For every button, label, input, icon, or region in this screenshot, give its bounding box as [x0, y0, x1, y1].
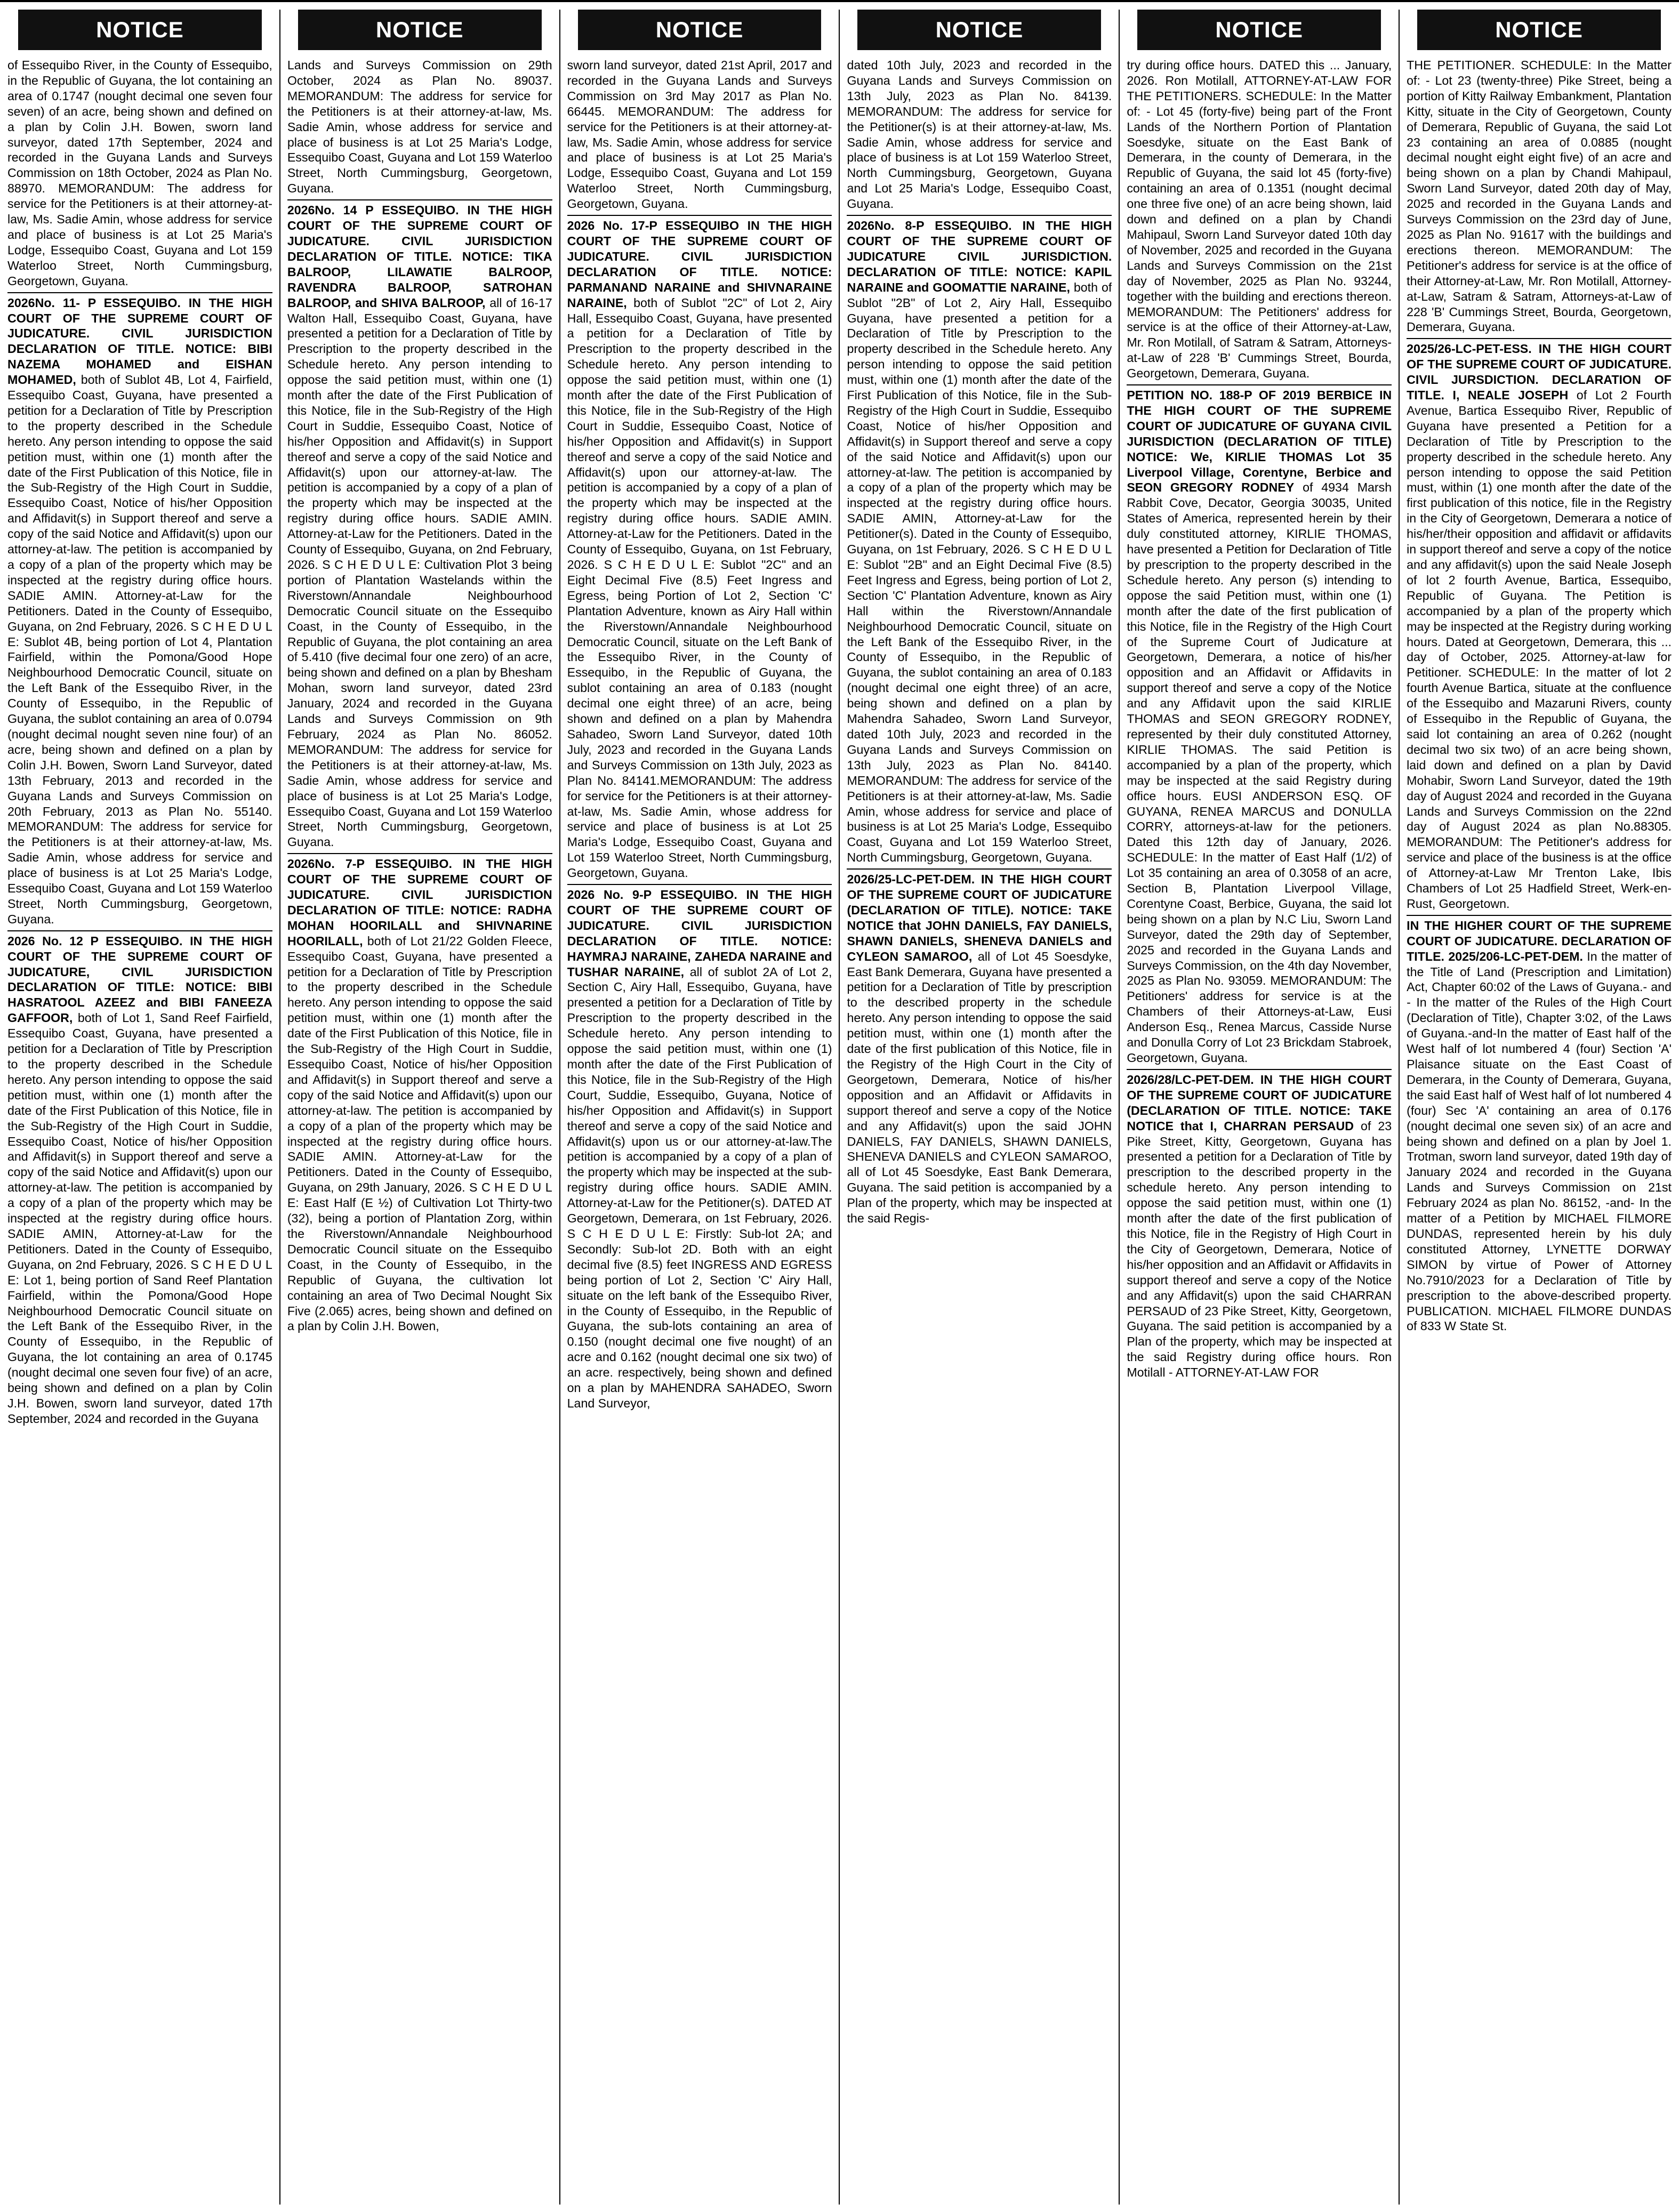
column-4 [847, 10, 1112, 2205]
column-body [1407, 55, 1672, 2205]
notice-lead: 2025/26-LC-PET-ESS. IN THE HIGH COURT OF THE SUPREME COURT OF JUDICATURE. CIVIL JURSDICTION. DECLARATION OF TITLE. I, NEALE JOSEPH [1407, 342, 1672, 403]
column-3 [567, 10, 832, 2205]
notice-lead: 2026No. 7-P ESSEQUIBO. IN THE HIGH COURT OF THE SUPREME COURT OF JUDICATURE. CIVIL JURISDICTION DECLARATION OF TITLE: NOTICE: RADHA MOHAN HOORILALL and SHIVNARINE HOORILALL, [287, 857, 552, 948]
column-header: NOTICE [857, 10, 1101, 50]
notice-text: THE PETITIONER. SCHEDULE: In the Matter of: - Lot 23 (twenty-three) Pike Street, being a portion of Kitty Railway Embankment, Plantation Kitty, situate in the City of Georgetown, County of Demerara, Republic of Guyana, the said Lot 23 containing an area of 0.0885 (nought decimal nought eight eight five) of an acre and being shown on a plan by Chandi Mahipaul, Sworn Land Surveyor, dated 20th day of May, 2025 and recorded in the Guyana Lands and Surveys Commission on the 23rd day of June, 2025 as Plan No. 91617 with the buildings and erections thereon. MEMORANDUM: The Petitioner's address for service is at the office of their Attorney-at-Law, Mr. Ron Motilall, Attorney-at-Law, Satram & Satram, Attorneys-at-Law of 228 'B' Cummings Street, Bourda, Georgetown, Demerara, Guyana. [1407, 58, 1672, 334]
column-1 [7, 10, 272, 2205]
notice-entry [567, 55, 832, 215]
notice-text: of Lot 2 Fourth Avenue, Bartica Essequibo River, Republic of Guyana have presented a Petition for a Declaration of Title by Prescription to the property described in the schedule hereto. Any person intending to oppose the said Petition must, within (1) one month after the date of the first publication of this notice, file in the Registry in the City of Georgetown, Demerara a notice of his/her/their opposition and affidavit or affidavits in support thereof and serve a copy of the notice and any affidavit(s) upon the said Neale Joseph of lot 2 fourth Avenue, Bartica, Essequibo, Republic of Guyana. The Petition is accompanied by a plan of the property which may be inspected at the Registry during working hours. Dated at Georgetown, Demerara, this ... day of October, 2025. Attorney-at-law for Petitioner. SCHEDULE: In the matter of lot 2 fourth Avenue Bartica, situate at the confluence of the Essequibo and Mazaruni Rivers, county of Essequibo in the Republic of Guyana, the said lot containing an area of 0.262 (nought decimal two six two) of an acre being shown, laid down and defined on a plan by David Mohabir, Sworn Land Surveyor, dated the 19th day of August 2024 and recorded in the Guyana Lands and Surveys Commission on the 22nd day of August 2024 as plan No.88305. MEMORANDUM: The Petitioner's address for service and place of the business is at the office of Attorney-at-Law Mr Trenton Lake, Ibis Chambers of Lot 25 Hadfield Street, Werk-en-Rust, Georgetown. [1407, 388, 1672, 911]
notice-text: Lands and Surveys Commission on 29th October, 2024 as Plan No. 89037. MEMORANDUM: The address for service for the Petitioners is at their attorney-at-law, Ms. Sadie Amin, whose address for service and place of business is at Lot 25 Maria's Lodge, Essequibo Coast, Guyana and Lot 159 Waterloo Street, North Cummingsburg, Georgetown, Guyana. [287, 58, 552, 196]
notice-columns [7, 10, 1672, 2205]
column-5 [1127, 10, 1392, 2205]
column-header: NOTICE [1137, 10, 1381, 50]
column-header: NOTICE [1417, 10, 1661, 50]
notice-text: all of 16-17 Walton Hall, Essequibo Coast, Guyana, have presented a petition for a Declaration of Title by Prescription to the property described in the Schedule hereto. Any person intending to oppose the said petition must, within one (1) month after the date of the First Publication of this Notice, file in the Sub-Registry of the High Court in Suddie, Essequibo Coast, Notice of his/her Opposition and Affidavit(s) in Support thereof and serve a copy of the said Notice and Affidavit(s) upon our attorney-at-law. The petition is accompanied by a copy of a plan of the property which may be inspected at the registry during office hours. SADIE AMIN. Attorney-at-Law for the Petitioners. Dated in the County of Essequibo, Guyana, on 2nd February, 2026. S C H E D U L E: Cultivation Plot 3 being portion of Plantation Wastelands within the Riverstown/Annandale Neighbourhood Democratic Council situate on the Essequibo Coast, in the County of Essequibo, in the Republic of Guyana, the plot containing an area of 5.410 (five decimal four one zero) of an acre, being shown and defined on a plan by Bhesham Mohan, sworn land surveyor, dated 23rd January, 2024 and recorded in the Guyana Lands and Surveys Commission on 9th February, 2024 as Plan No. 86052. MEMORANDUM: The address for service for the Petitioners is at their attorney-at-law, Ms. Sadie Amin, whose address for service and place of business is at Lot 25 Maria's Lodge, Essequibo Coast, Guyana and Lot 159 Waterloo Street, North Cummingsburg, Georgetown, Guyana. [287, 295, 552, 849]
notice-entry [7, 930, 272, 1430]
notice-lead: 2026/28/LC-PET-DEM. IN THE HIGH COURT OF THE SUPREME COURT OF JUDICATURE (DECLARATION OF TITLE. NOTICE: TAKE NOTICE that I, CHARRAN PERSAUD [1127, 1072, 1392, 1133]
notice-entry [287, 199, 552, 853]
notice-entry [1407, 55, 1672, 338]
notice-text: all of sublot 2A of Lot 2, Section C, Airy Hall, Essequibo, Guyana, have presented a petition for a Declaration of Title by Prescription to the property described in the Schedule hereto. Any person intending to oppose the said petition must, within one (1) month after the date of the First Publication of this Notice, file in the Sub-Registry of the High Court, Suddie, Essequibo, Guyana, Notice of his/her Opposition and Affidavit(s) in Support thereof and serve a copy of the said Notice and Affidavit(s) upon us or our attorney-at-law.The petition is accompanied by a copy of a plan of the property which may be inspected at the sub-registry during office hours. SADIE AMIN. Attorney-at-Law for the Petitioner(s). DATED AT Georgetown, Demerara, on 1st February, 2026. S C H E D U L E: Firstly: Sub-lot 2A; and Secondly: Sub-lot 2D. Both with an eight decimal five (8.5) feet INGRESS AND EGRESS being portion of Lot 2, Section 'C' Airy Hall, situate on the left bank of the Essequibo River, in the County of Essequibo, in the Republic of Guyana, the sub-lots containing an area of 0.150 (nought decimal one five nought) of an acre and 0.162 (nought decimal one six two) of an acre. respectively, being shown and defined on a plan by MAHENDRA SAHADEO, Sworn Land Surveyor, [567, 964, 832, 1410]
notice-text: dated 10th July, 2023 and recorded in the Guyana Lands and Surveys Commission on 13th July, 2023 as Plan No. 84139. MEMORANDUM: The address for service for the Petitioner(s) is at their attorney-at-law, Ms. Sadie Amin, whose address for service and place of business is at Lot 159 Waterloo Street, North Cummingsburg, Georgetown, Guyana and Lot 25 Maria's Lodge, Essequibo Coast, Guyana. [847, 58, 1112, 211]
notice-entry [1127, 384, 1392, 1069]
notice-entry [287, 55, 552, 199]
notice-entry [847, 868, 1112, 1229]
column-body [1127, 55, 1392, 2205]
notice-text: sworn land surveyor, dated 21st April, 2017 and recorded in the Guyana Lands and Surveys Commission on 3rd May 2017 as Plan No. 66445. MEMORANDUM: The address for service for the Petitioners is at their attorney-at-law, Ms. Sadie Amin, whose address for service and place of business is at Lot 25 Maria's Lodge, Essequibo Coast, Guyana and Lot 159 Waterloo Street, North Cummingsburg, Georgetown, Guyana. [567, 58, 832, 211]
notice-lead: 2026 No. 9-P ESSEQUIBO. IN THE HIGH COURT OF THE SUPREME COURT OF JUDICATURE. CIVIL JURISDICTION DECLARATION OF TITLE. NOTICE: HAYMRAJ NARAINE, ZAHEDA NARAINE and TUSHAR NARAINE, [567, 888, 832, 979]
notice-entry [847, 55, 1112, 215]
notice-lead: 2026No. 14 P ESSEQUIBO. IN THE HIGH COURT OF THE SUPREME COURT OF JUDICATURE. CIVIL JURISDICTION DECLARATION OF TITLE. NOTICE: TIKA BALROOP, LILAWATIE BALROOP, RAVENDRA BALROOP, SATROHAN BALROOP, and SHIVA BALROOP, [287, 203, 552, 310]
notice-text: both of Sublot "2B" of Lot 2, Airy Hall, Essequibo Guyana, have presented a petition for a Declaration of Title by Prescription to the property described in the Schedule hereto. Any person intending to oppose the said petition must, within one (1) month after the date of the First Publication of this Notice, file in the Sub-Registry of the High Court in Suddie, Essequibo Coast, Notice of his/her Opposition and Affidavit(s) in Support thereof and serve a copy of the said Notice and Affidavit(s) upon our attorney-at-law. The petition is accompanied by a copy of a plan of the property which may be inspected at the registry during office hours. SADIE AMIN, Attorney-at-Law for the Petitioner(s). Dated in the County of Essequibo, Guyana, on 1st February, 2026. S C H E D U L E: Sublot "2B" and an Eight Decimal Five (8.5) Feet Ingress and Egress, being portion of Lot 2, Section 'C' Plantation Adventure, known as Airy Hall within the Riverstown/Annandale Neighbourhood Democratic Council, situate on the Left Bank of the Essequibo River, in the County of Essequibo, in the Republic of Guyana, the sublot containing an area of 0.183 (nought decimal one eight three) of an acre, being shown and defined on a plan by Mahendra Sahadeo, Sworn Land Surveyor, dated 10th July, 2023 and recorded in the Guyana Lands and Surveys Commission on 13th July, 2023 as Plan No. 84140. MEMORANDUM: The address for service of the Petitioners is at their attorney-at-law, Ms. Sadie Amin, whose address for service and place of business is at Lot 25 Maria's Lodge, Essequibo Coast, Guyana and Lot 159 Waterloo Street, North Cummingsburg, Georgetown, Guyana. [847, 280, 1112, 865]
notice-lead: IN THE HIGHER COURT OF THE SUPREME COURT OF JUDICATURE. DECLARATION OF TITLE. 2025/206-LC-PET-DEM. [1407, 918, 1672, 963]
notice-entry [7, 55, 272, 292]
column-header: NOTICE [18, 10, 262, 50]
notice-entry [567, 884, 832, 1414]
notice-entry [1127, 1069, 1392, 1383]
notice-lead: PETITION NO. 188-P OF 2019 BERBICE IN THE HIGH COURT OF THE SUPREME COURT OF JUDICATURE OF GUYANA CIVIL JURISDICTION (DECLARATION OF TITLE) NOTICE: We, KIRLIE THOMAS Lot 35 Liverpool Village, Corentyne, Berbice and SEON GREGORY RODNEY [1127, 388, 1392, 495]
notice-text: both of Lot 1, Sand Reef Fairfield, Essequibo Coast, Guyana, have presented a petition for a Declaration of Title by Prescription to the property described in the Schedule hereto. Any person intending to oppose the said petition must, within one (1) month after the date of the First Publication of this Notice, file in the Sub-Registry of the High Court in Suddie, Essequibo Coast, Notice of his/her Opposition and Affidavit(s) in Support thereof and serve a copy of the said Notice and Affidavit(s) upon our attorney-at-law. The petition is accompanied by a copy of a plan of the property which may be inspected at the registry during office hours. SADIE AMIN, Attorney-at-Law for the Petitioners. Dated in the County of Essequibo, Guyana, on 2nd February, 2026. S C H E D U L E: Lot 1, being portion of Sand Reef Plantation Fairfield, within the Pomona/Good Hope Neighbourhood Democratic Council situate on the Left Bank of the Essequibo River, in the County of Essequibo, in the Republic of Guyana, the lot containing an area of 0.1745 (nought decimal one seven four five) of an acre, being shown and defined on a plan by Colin J.H. Bowen, sworn land surveyor, dated 17th September, 2024 and recorded in the Guyana [7, 1011, 272, 1426]
notice-text: both of Sublot 4B, Lot 4, Fairfield, Essequibo Coast, Guyana, have presented a petition for a Declaration of Title by Prescription to the property described in the Schedule hereto. Any person intending to oppose the said petition must, within one (1) month after the date of the First Publication of this Notice, file in the Sub-Registry of the High Court in Suddie, Essequibo Coast, Notice of his/her Opposition and Affidavit(s) in Support thereof and serve a copy of the said Notice and Affidavit(s) upon our attorney-at-law. The petition is accompanied by a copy of a plan of the property which may be inspected at the registry during office hours. SADIE AMIN. Attorney-at-Law for the Petitioners. Dated in the County of Essequibo, Guyana, on 2nd February, 2026. S C H E D U L E: Sublot 4B, being portion of Lot 4, Plantation Fairfield, within the Pomona/Good Hope Neighbourhood Democratic Council, situate on the Left Bank of the Essequibo River, in the County of Essequibo, in the Republic of Guyana, the sublot containing an area of 0.0794 (nought decimal nought seven nine four) of an acre, being shown and defined on a plan by Colin J.H. Bowen, Sworn Land Surveyor, dated 13th February, 2013 and recorded in the Guyana Lands and Surveys Commission on 20th February, 2013 as Plan No. 55140. MEMORANDUM: The address for service for the Petitioners is at their attorney-at-law, Ms. Sadie Amin, whose address for service and place of business is at Lot 25 Maria's Lodge, Essequibo Coast, Guyana and Lot 159 Waterloo Street, North Cummingsburg, Georgetown, Guyana. [7, 373, 272, 926]
notice-entry [567, 215, 832, 884]
notice-lead: 2026 No. 17-P ESSEQUIBO IN THE HIGH COURT OF THE SUPREME COURT OF JUDICATURE. CIVIL JURISDICTION DECLARATION OF TITLE. NOTICE: PARMANAND NARAINE and SHIVNARAINE NARAINE, [567, 219, 832, 310]
column-6 [1407, 10, 1672, 2205]
column-body [567, 55, 832, 2205]
column-2 [287, 10, 552, 2205]
notice-text: of Essequibo River, in the County of Essequibo, in the Republic of Guyana, the lot containing an area of 0.1747 (nought decimal one seven four seven) of an acre, being shown and defined on a plan by Colin J.H. Bowen, sworn land surveyor, dated 17th September, 2024 and recorded in the Guyana Lands and Surveys Commission on 18th October, 2024 as Plan No. 88970. MEMORANDUM: The address for service for the Petitioners is at their attorney-at-law, Ms. Sadie Amin, whose address for service and place of business is at Lot 25 Maria's Lodge, Essequibo Coast, Guyana and Lot 159 Waterloo Street, North Cummingsburg, Georgetown, Guyana. [7, 58, 272, 288]
notice-lead: 2026No. 8-P ESSEQUIBO. IN THE HIGH COURT OF THE SUPREME COURT OF JUDICATURE CIVIL JURISDICTION. DECLARATION OF TITLE: NOTICE: KAPIL NARAINE and GOOMATTIE NARAINE, [847, 219, 1112, 294]
notice-text: try during office hours. DATED this ... January, 2026. Ron Motilall, ATTORNEY-AT-LAW FOR THE PETITIONERS. SCHEDULE: In the Matter of: - Lot 45 (forty-five) being part of the Front Lands of the Northern Portion of Plantation Soesdyke, situate on the East Bank of Demerara, in the county of Demerara, in the Republic of Guyana, the said lot 45 (forty-five) containing an area of 0.1351 (nought decimal one three five one) of an acre being shown, laid down and defined on a plan by Chandi Mahipaul, Sworn Land Surveyor dated 10th day of November, 2025 and recorded in the Guyana Lands and Surveys Commission on the 21st day of November, 2025 as Plan No. 93244, together with the building and erections thereon. MEMORANDUM: The Petitioners' address for service is at the office of their Attorney-at-Law, Mr. Ron Motilall, of Satram & Satram, Attorneys-at-Law of 228 'B' Cummings Street, Bourda, Georgetown, Demerara, Guyana. [1127, 58, 1392, 381]
notice-entry [1127, 55, 1392, 384]
notice-lead: 2026No. 11- P ESSEQUIBO. IN THE HIGH COURT OF THE SUPREME COURT OF JUDICATURE. CIVIL JURISDICTION DECLARATION OF TITLE. NOTICE: BIBI NAZEMA MOHAMED and EISHAN MOHAMED, [7, 295, 272, 387]
notice-entry [1407, 338, 1672, 915]
notice-entry [1407, 915, 1672, 1337]
notice-entry [287, 853, 552, 1337]
notice-text: both of Sublot "2C" of Lot 2, Airy Hall, Essequibo Coast, Guyana, have presented a petition for a Declaration of Title by Prescription to the property described in the Schedule hereto. Any person intending to oppose the said petition must, within one (1) month after the date of the First Publication of this Notice, file in the Sub-Registry of the High Court in Suddie, Essequibo Coast, Notice of his/her Opposition and Affidavit(s) in Support thereof and serve a copy of the said Notice and Affidavit(s) upon our attorney-at-law. The petition is accompanied by a copy of a plan of the property which may be inspected at the registry during office hours. SADIE AMIN. Attorney-at-Law for the Petitioners. Dated in the County of Essequibo, Guyana, on 1st February, 2026. S C H E D U L E: Sublot "2C" and an Eight Decimal Five (8.5) Feet Ingress and Egress, being Portion of Lot 2, Section 'C' Plantation Adventure, known as Airy Hall within the Riverstown/Annandale Neighbourhood Democratic Council, situate on the Left Bank of the Essequibo River, in the County of Essequibo, in the Republic of Guyana, the sublot containing an area of 0.183 (nought decimal one eight three) of an acre, being shown and defined on a plan by Mahendra Sahadeo, Sworn Land Surveyor, dated 10th July, 2023 and recorded in the Guyana Lands and Surveys Commission on 13th July, 2023 as Plan No. 84141.MEMORANDUM: The address for service for the Petitioners is at their attorney-at-law, Ms. Sadie Amin, whose address for service and place of business is at Lot 25 Maria's Lodge, Essequibo Coast, Guyana and Lot 159 Waterloo Street, North Cummingsburg, Georgetown, Guyana. [567, 295, 832, 880]
notice-text: of 4934 Marsh Rabbit Cove, Decator, Georgia 30035, United States of America, represented herein by their duly constituted attorney, KIRLIE THOMAS, have presented a Petition for Declaration of Title by prescription to the property described in the Schedule hereto. Any person (s) intending to oppose the said Petition must, within one (1) month after the date of the first publication of this Notice, file in the Registry of the High Court of the Supreme Court of Judicature at Georgetown, Demerara, a notice of his/her opposition and an Affidavit or Affidavits in support thereof and serve a copy of the Notice and any Affidavit upon the said KIRLIE THOMAS and SEON GREGORY RODNEY, represented by their duly constituted Attorney, KIRLIE THOMAS. The said Petition is accompanied by a plan of the property, which may be inspected at the said Registry during office hours. EUSI ANDERSON ESQ. OF GUYANA, RENEA MARCUS and DONULLA CORRY, attorneys-at-law for the petioners. Dated this 12th day of January, 2026. SCHEDULE: In the matter of East Half (1/2) of Lot 35 containing an area of 0.3058 of an acre, Section B, Plantation Liverpool Village, Corentyne Coast, Berbice, Guyana, the said lot being shown on a plan by N.C Liu, Sworn Land Surveyor, dated the 29th day of September, 2025 and recorded in the Guyana Lands and Surveys Commission, on the 4th day November, 2025 as Plan No. 93059. MEMORANDUM: The Petitioners' address for service is at the Chambers of their Attorneys-at-Law, Eusi Anderson Esq., Renea Marcus, Casside Nurse and Donulla Corry of Lot 23 Brickdam Stabroek, Georgetown, Guyana. [1127, 480, 1392, 1065]
notice-entry [7, 292, 272, 930]
notice-text: of 23 Pike Street, Kitty, Georgetown, Guyana has presented a petition for a Declaration of Title by prescription to the described property in the schedule hereto. Any person intending to oppose the said petition must, within one (1) month after the date of the first publication of this Notice, file in the Registry of High Court in the City of Georgetown, Demerara, Notice of his/her opposition and an Affidavit or Affidavits in support thereof and serve a copy of the Notice and any Affidavit(s) upon the said CHARRAN PERSAUD of 23 Pike Street, Kitty, Georgetown, Guyana. The said petition is accompanied by a Plan of the property, which may be inspected at the said Registry during office hours. Ron Motilall - ATTORNEY-AT-LAW FOR [1127, 1119, 1392, 1380]
notice-text: In the matter of the Title of Land (Prescription and Limitation) Act, Chapter 60:02 of the Laws of Guyana.- and - In the matter of the Rules of the High Court (Declaration of Title), Chapter 3:02, of the Laws of Guyana.-and-In the matter of East half of the West half of lot numbered 4 (four) Section 'A' Plaisance situate on the East Coast of Demerara, in the County of Demerara, Guyana, the said East half of West half of lot numbered 4 (four) Sec 'A' containing an area of 0.176 (nought decimal one seven six) of an acre and being shown and defined on a plan by Joel 1. Trotman, sworn land surveyor, dated 19th day of January 2024 and recorded in the Guyana Lands and Surveys Commission on 21st February 2024 as plan No. 86152, -and- In the matter of a Petition by MICHAEL FILMORE DUNDAS, represented herein by his duly constituted Attorney, LYNETTE DORWAY SIMON by virtue of Power of Attorney No.7910/2023 for a Declaration of Title by prescription to the above-described property. PUBLICATION. MICHAEL FILMORE DUNDAS of 833 W State St. [1407, 949, 1672, 1333]
column-body [287, 55, 552, 2205]
notice-text: both of Lot 21/22 Golden Fleece, Essequibo Coast, Guyana, have presented a petition for a Declaration of Title by Prescription to the property described in the Schedule hereto. Any person intending to oppose the said petition must, within one (1) month after the date of the First Publication of this Notice, file in the Sub-Registry of the High Court in Suddie, Essequibo Coast, Notice of his/her Opposition and Affidavit(s) in Support thereof and serve a copy of the said Notice and Affidavit(s) upon our attorney-at-law. The petition is accompanied by a copy of a plan of the property which may be inspected at the registry during office hours. SADIE AMIN. Attorney-at-Law for the Petitioners. Dated in the County of Essequibo, Guyana, on 29th January, 2026. S C H E D U L E: East Half (E ½) of Cultivation Lot Thirty-two (32), being a portion of Plantation Zorg, within the Riverstown/Annandale Neighbourhood Democratic Council situate on the Essequibo Coast, in the County of Essequibo, in the Republic of Guyana, the cultivation lot containing an area of Two Decimal Nought Six Five (2.065) acres, being shown and defined on a plan by Colin J.H. Bowen, [287, 934, 552, 1333]
column-body [847, 55, 1112, 2205]
notice-lead: 2026/25-LC-PET-DEM. IN THE HIGH COURT OF THE SUPREME COURT OF JUDICATURE (DECLARATION OF TITLE). NOTICE: TAKE NOTICE that JOHN DANIELS, FAY DANIELS, SHAWN DANIELS, SHENEVA DANIELS and CYLEON SAMAROO, [847, 872, 1112, 963]
column-header: NOTICE [578, 10, 822, 50]
notice-lead: 2026 No. 12 P ESSEQUIBO. IN THE HIGH COURT OF THE SUPREME COURT OF JUDICATURE, CIVIL JURISDICTION DECLARATION OF TITLE: NOTICE: BIBI HASRATOOL AZEEZ and BIBI FANEEZA GAFFOOR, [7, 934, 272, 1025]
column-header: NOTICE [298, 10, 542, 50]
top-rule [0, 0, 1679, 5]
notice-text: all of Lot 45 Soesdyke, East Bank Demerara, Guyana have presented a petition for a Declaration of Title by prescription to the described property in the schedule hereto. Any person intending to oppose the said petition must, within one (1) month after the date of the first publication of this Notice, file in the Registry of the High Court in the City of Georgetown, Demerara, Notice of his/her opposition and an Affidavit or Affidavits in support thereof and serve a copy of the Notice and any Affidavit(s) upon the said JOHN DANIELS, FAY DANIELS, SHAWN DANIELS, SHENEVA DANIELS and CYLEON SAMAROO, all of Lot 45 Soesdyke, East Bank Demerara, Guyana. The said petition is accompanied by a Plan of the property, which may be inspected at the said Regis- [847, 949, 1112, 1226]
notice-entry [847, 215, 1112, 868]
column-body [7, 55, 272, 2205]
